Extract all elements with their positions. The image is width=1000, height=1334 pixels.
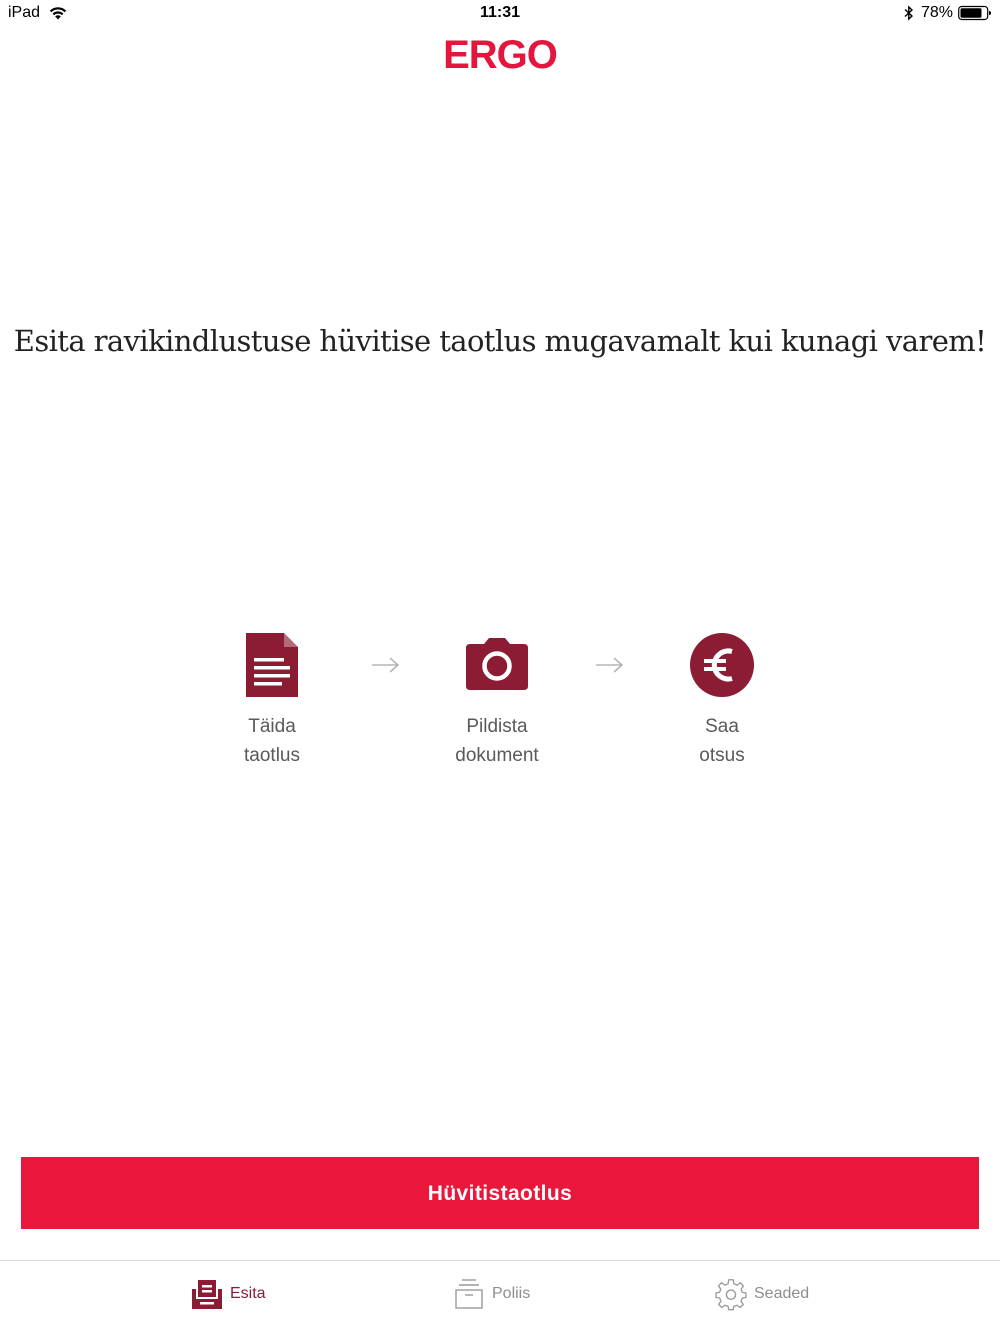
tab-seaded[interactable] (714, 1277, 809, 1311)
device-label: iPad (8, 4, 41, 21)
step-label-line2: dokument (455, 745, 539, 766)
step-label-line2: taotlus (244, 745, 300, 766)
step-fill-application (172, 630, 372, 770)
tab-label: Poliis (492, 1285, 531, 1302)
step-label-line1: Saa (705, 716, 739, 737)
tab-label: Esita (230, 1285, 266, 1302)
step-label-line2: otsus (699, 745, 745, 766)
status-bar (0, 0, 1000, 28)
camera-icon (462, 630, 532, 700)
arrow-right-icon (595, 655, 625, 675)
gear-icon (714, 1277, 748, 1311)
step-label-line1: Pildista (466, 716, 528, 737)
tab-poliis[interactable] (452, 1277, 530, 1311)
submit-tray-icon (190, 1277, 224, 1311)
step-label (172, 712, 372, 770)
status-right (903, 4, 992, 22)
battery-percent: 78% (920, 4, 953, 21)
step-get-decision (622, 630, 822, 770)
battery-icon (958, 5, 992, 21)
ergo-logo: ERGO (443, 33, 557, 77)
step-label (622, 712, 822, 770)
benefit-application-button[interactable]: Hüvitistaotlus (21, 1157, 979, 1229)
status-time: 11:31 (479, 4, 521, 21)
tab-bar (0, 1260, 1000, 1334)
tab-esita[interactable] (190, 1277, 266, 1311)
step-photograph-document (397, 630, 597, 770)
euro-icon (687, 630, 757, 700)
tab-label: Seaded (754, 1285, 810, 1302)
archive-box-icon (452, 1277, 486, 1311)
step-label-line1: Täida (248, 716, 296, 737)
bluetooth-icon (903, 5, 915, 21)
document-icon (237, 630, 307, 700)
page-headline: Esita ravikindlustuse hüvitise taotlus mugavamalt kui kunagi varem! (13, 324, 987, 358)
step-label (397, 712, 597, 770)
